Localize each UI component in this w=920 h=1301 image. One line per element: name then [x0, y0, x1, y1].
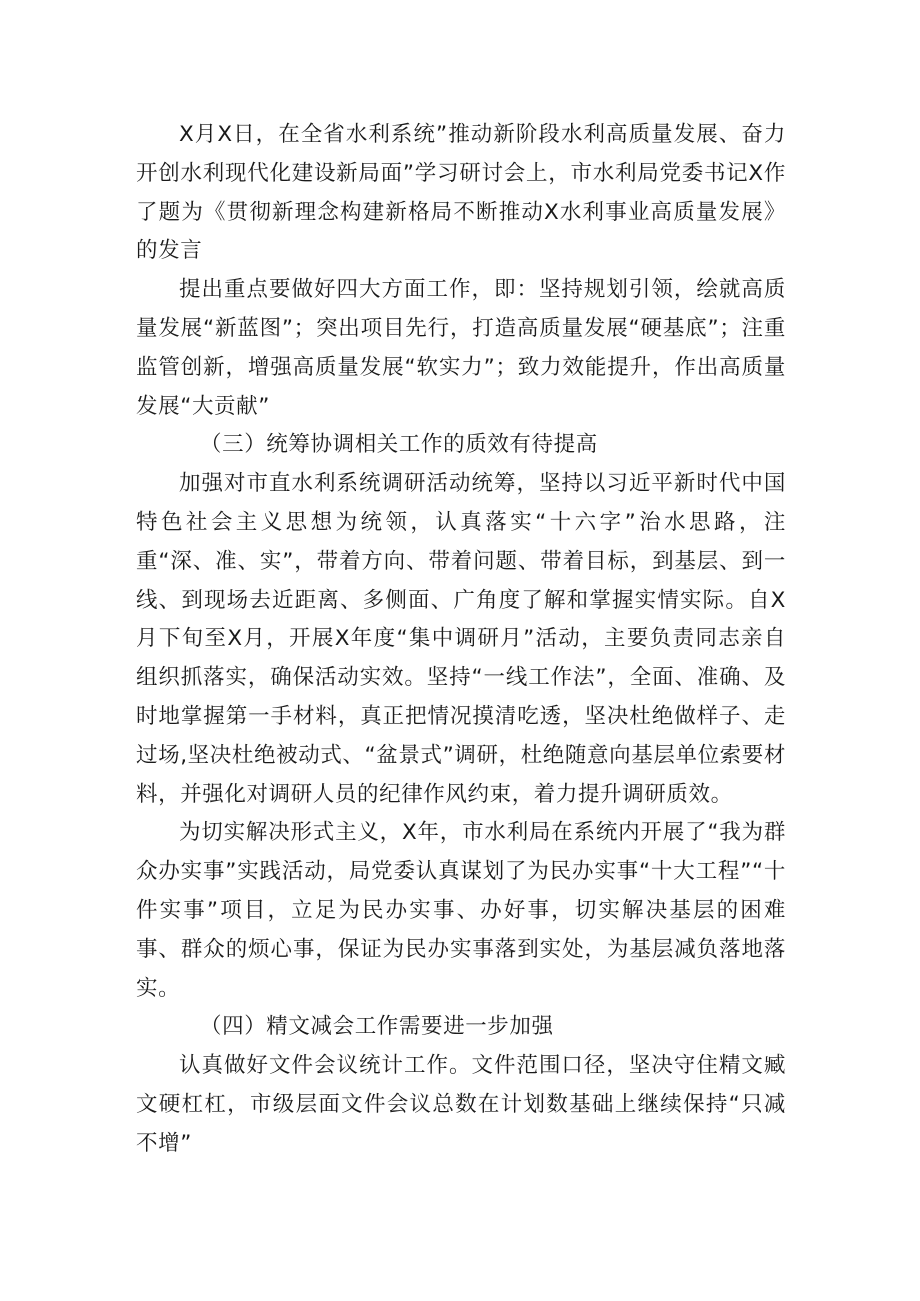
paragraph-seminar-speech: X月X日，在全省水利系统”推动新阶段水利高质量发展、奋力开创水利现代化建设新局面”学习研讨会上，市水利局党委书记X作了题为《贯彻新理念构建新格局不断推动X水利事业高质量发展》的发言: [136, 122, 786, 264]
paragraph-four-key-tasks: 提出重点要做好四大方面工作，即：坚持规划引领，绘就高质量发展“新蓝图”；突出项目先行，打造高质量发展“硬基底”；注重监管创新，增强高质量发展“软实力”；致力效能提升，作出高质量发展“大贡献”: [136, 277, 786, 419]
section-heading-4: （四）精文减会工作需要进一步加强: [200, 1014, 554, 1040]
document-body: [136, 116, 786, 1164]
section-heading-3: （三）统筹协调相关工作的质效有待提高: [200, 432, 598, 458]
paragraph-practical-activities: 为切实解决形式主义，X年，市水利局在系统内开展了“我为群众办实事”实践活动，局党委认真谋划了为民办实事“十大工程”“十件实事”项目，立足为民办实事、办好事，切实解决基层的困难事、群众的烦心事，保证为民办实事落到实处，为基层减负落地落实。: [136, 820, 786, 1001]
paragraph-research-coordination: 加强对市直水利系统调研活动统筹，坚持以习近平新时代中国特色社会主义思想为统领，认真落实“十六字”治水思路，注重“深、准、实”，带着方向、带着问题、带着目标，到基层、到一线、到现场去近距离、多侧面、广角度了解和掌握实情实际。自X月下旬至X月，开展X年度“集中调研月”活动，主要负责同志亲自组织抓落实，确保活动实效。坚持“一线工作法”，全面、准确、及时地掌握第一手材料，真正把情况摸清吃透，坚决杜绝做样子、走过场,坚决杜绝被动式、“盆景式”调研，杜绝随意向基层单位索要材料，并强化对调研人员的纪律作风约束，着力提升调研质效。: [136, 471, 786, 807]
paragraph-document-meeting-stats: 认真做好文件会议统计工作。文件范围口径，坚决守住精文臧文硬杠杠，市级层面文件会议总数在计划数基础上继续保持“只减不增”: [136, 1053, 786, 1156]
